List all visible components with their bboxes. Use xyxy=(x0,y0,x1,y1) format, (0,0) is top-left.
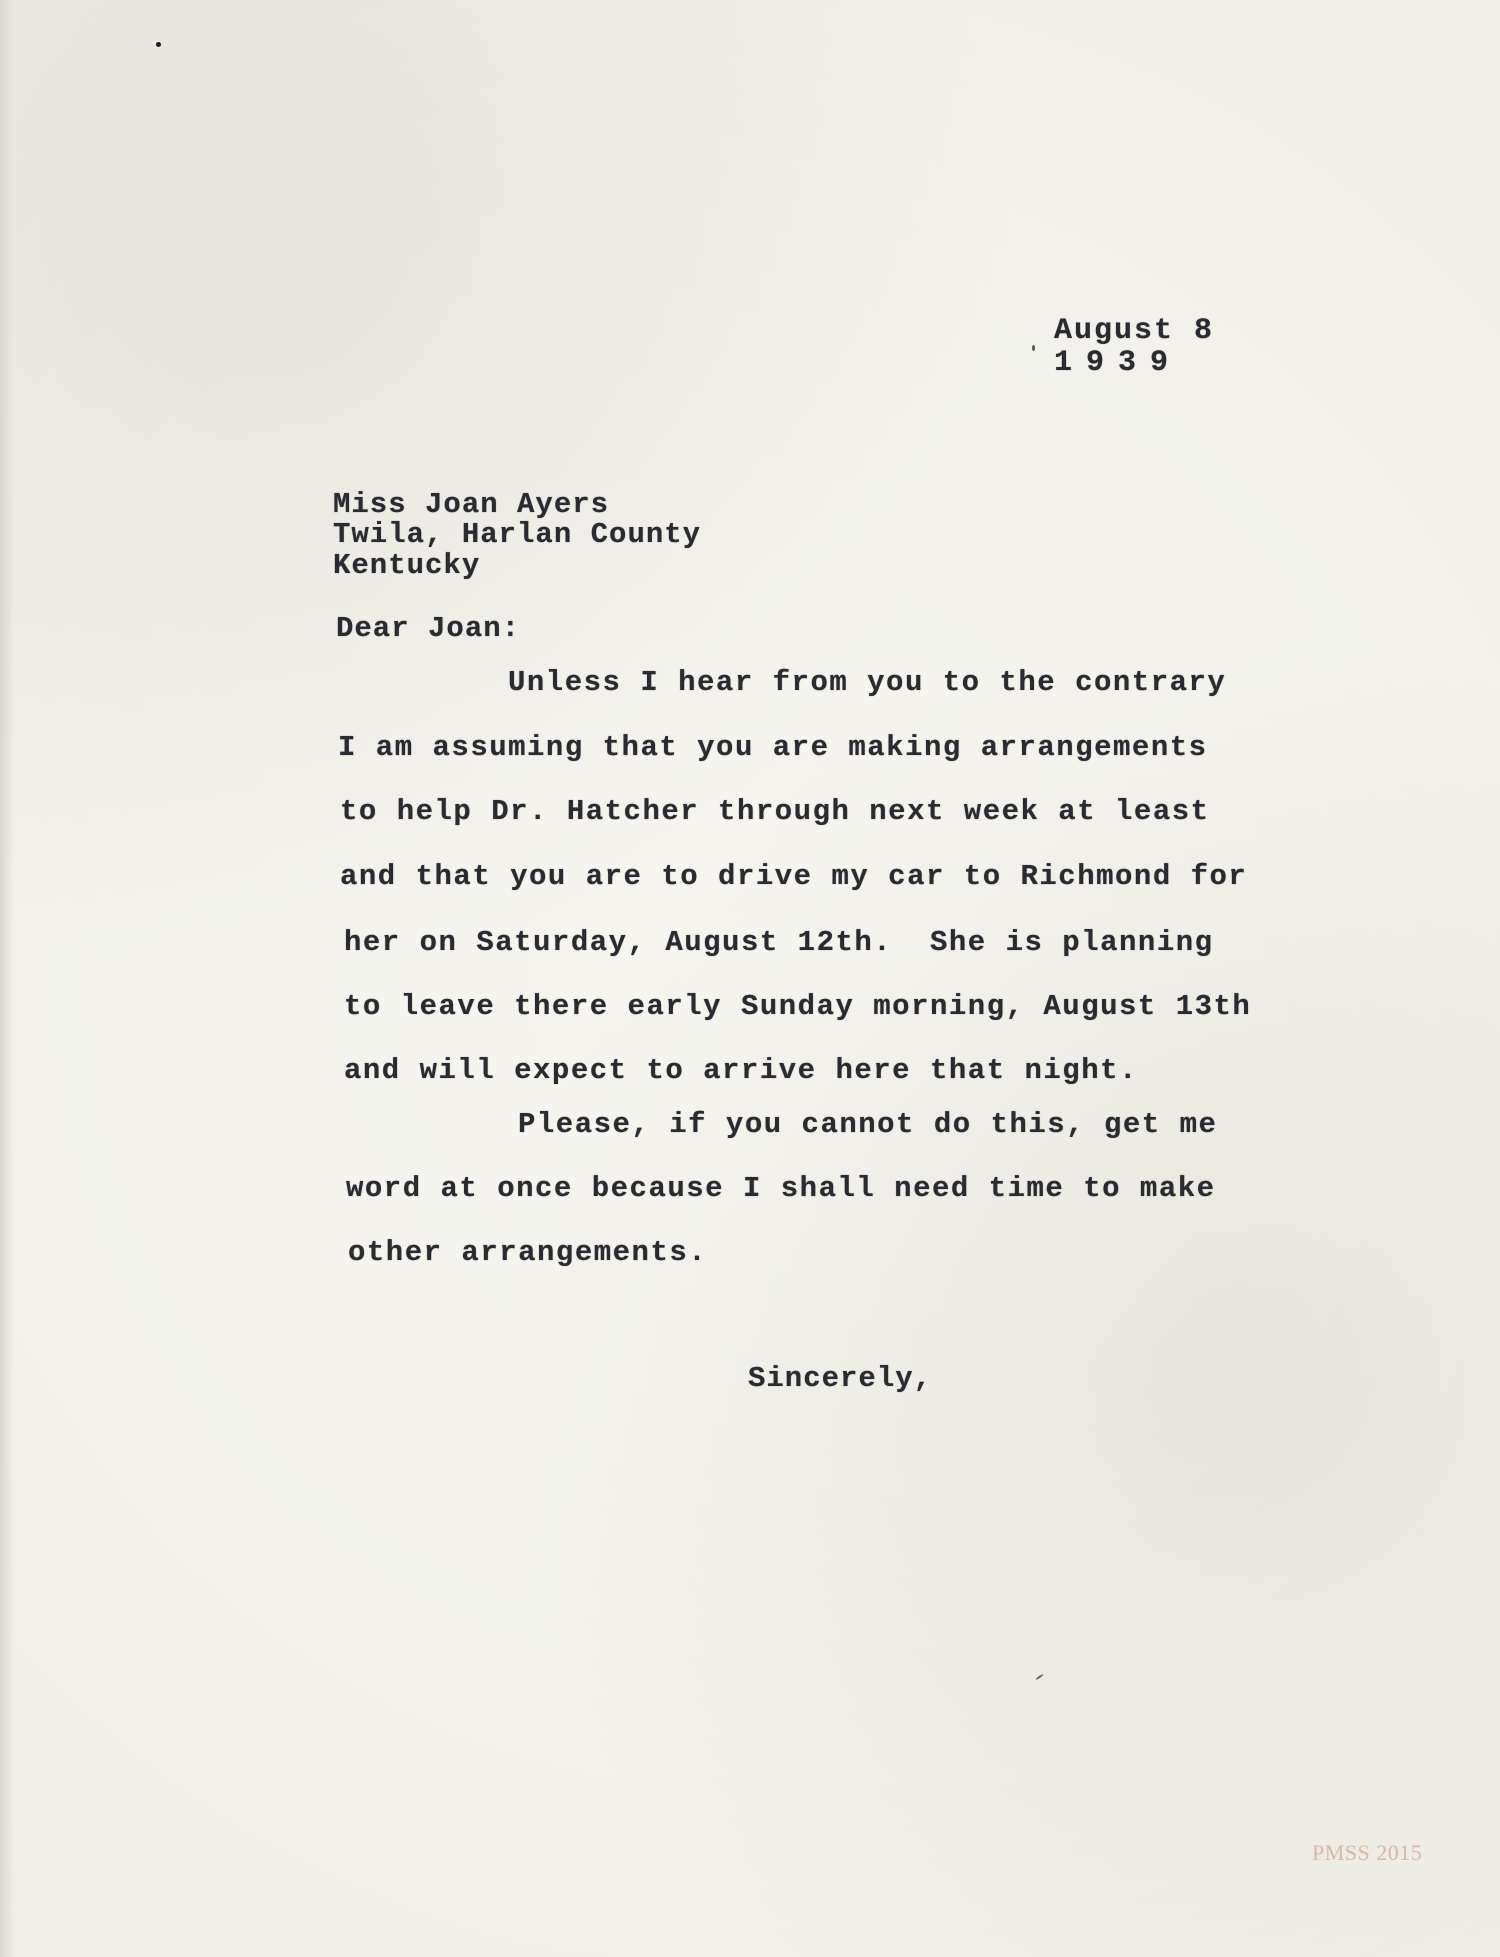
recipient-address-line-2: Kentucky xyxy=(333,549,481,582)
page-edge-shadow xyxy=(0,0,14,1957)
recipient-name: Miss Joan Ayers xyxy=(333,488,610,521)
date-year: 1939 xyxy=(1054,346,1183,380)
recipient-address-line-1: Twila, Harlan County xyxy=(333,518,702,551)
body-line: her on Saturday, August 12th. She is planning xyxy=(344,926,1214,959)
pen-mark xyxy=(1035,1674,1044,1681)
body-line: other arrangements. xyxy=(348,1236,708,1269)
salutation: Dear Joan: xyxy=(336,612,521,645)
closing: Sincerely, xyxy=(748,1362,933,1395)
body-line: to leave there early Sunday morning, August 13th xyxy=(344,990,1252,1023)
date-month: August 8 xyxy=(1054,314,1215,348)
archive-stamp: PMSS 2015 xyxy=(1312,1840,1423,1865)
body-line: to help Dr. Hatcher through next week at least xyxy=(340,795,1210,828)
body-line: word at once because I shall need time to make xyxy=(346,1172,1216,1205)
body-line: I am assuming that you are making arrangements xyxy=(338,731,1208,764)
ink-speck xyxy=(156,42,161,47)
body-line: Unless I hear from you to the contrary xyxy=(508,666,1227,699)
body-line: and will expect to arrive here that night. xyxy=(344,1054,1138,1087)
body-line: and that you are to drive my car to Richmond for xyxy=(340,860,1248,893)
ink-speck xyxy=(1032,345,1035,351)
body-line: Please, if you cannot do this, get me xyxy=(518,1108,1218,1141)
